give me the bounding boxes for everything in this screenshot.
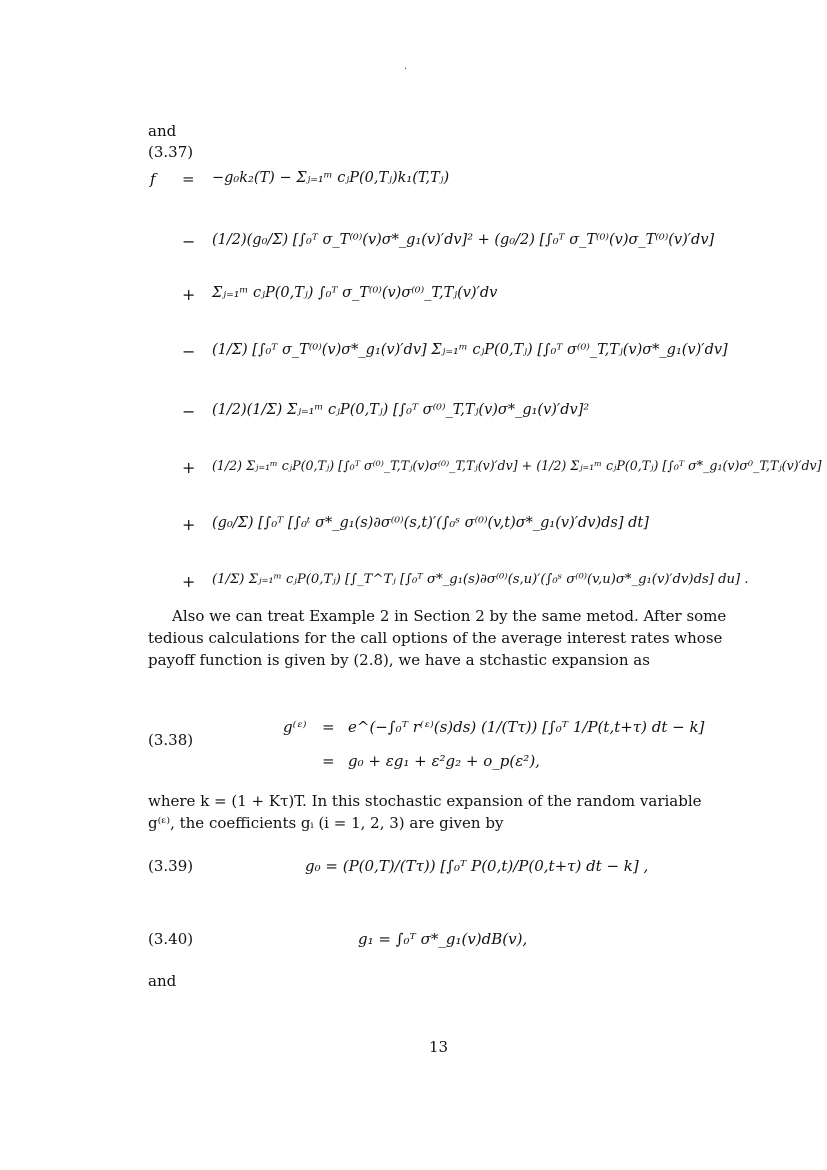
equation-term: (g₀/Σ) [∫₀ᵀ [∫₀ᵗ σ*_g₁(s)∂σ⁽⁰⁾(s,t)′(∫₀ˢ σ⁽⁰⁾(v,t)σ*_g₁(v)′dv)ds] dt] <box>212 515 649 531</box>
equation-term: (1/2)(1/Σ) Σⱼ₌₁ᵐ cⱼP(0,Tⱼ) [∫₀ᵀ σ⁽⁰⁾_T,Tⱼ(v)σ*_g₁(v)′dv]² <box>212 402 590 418</box>
equation-relation: = <box>322 718 335 736</box>
equation-line <box>0 232 827 276</box>
equation-rhs: −g₀k₂(T) − Σⱼ₌₁ᵐ cⱼP(0,Tⱼ)k₁(T,Tⱼ) <box>212 170 450 186</box>
equation-line <box>0 458 827 502</box>
equation-relation: = <box>182 170 195 188</box>
equation-operator: + <box>182 285 196 304</box>
equation-term: (1/2)(g₀/Σ) [∫₀ᵀ σ_T⁽⁰⁾(v)σ*_g₁(v)′dv]² + (g₀/2) [∫₀ᵀ σ_T⁽⁰⁾(v)σ_T⁽⁰⁾(v)′dv] <box>212 232 715 248</box>
page-number: 13 <box>429 1038 449 1056</box>
equation-term: (1/Σ) Σⱼ₌₁ᵐ cⱼP(0,Tⱼ) [∫_T^Tⱼ [∫₀ᵀ σ*_g₁(s)∂σ⁽⁰⁾(s,u)′(∫₀ˢ σ⁽⁰⁾(v,u)σ*_g₁(v)′dv)ds] du] . <box>212 572 749 587</box>
equation-number: (3.38) <box>148 731 194 749</box>
outro-text: and <box>148 972 177 990</box>
equation-rhs: e^(−∫₀ᵀ r⁽ᵋ⁾(s)ds) (1/(Tτ)) [∫₀ᵀ 1/P(t,t+τ) dt − k] <box>348 718 705 736</box>
equation-line <box>0 285 827 329</box>
equation-line <box>0 170 827 214</box>
equation-line <box>0 402 827 446</box>
equation-operator: + <box>182 515 196 534</box>
body-paragraph: where k = (1 + Kτ)T. In this stochastic expansion of the random variable g⁽ᵋ⁾, the coefficients gᵢ (i = 1, 2, 3) are given by <box>148 792 702 832</box>
body-paragraph: Also we can treat Example 2 in Section 2 by the same metod. After some tedious calculations for the call options of the average interest rates whose payoff function is given by (2.8), we have a stchastic expansion as <box>148 607 727 669</box>
equation-term: (1/Σ) [∫₀ᵀ σ_T⁽⁰⁾(v)σ*_g₁(v)′dv] Σⱼ₌₁ᵐ cⱼP(0,Tⱼ) [∫₀ᵀ σ⁽⁰⁾_T,Tⱼ(v)σ*_g₁(v)′dv] <box>212 342 728 358</box>
equation-relation: = <box>322 752 335 770</box>
equation-body: g₁ = ∫₀ᵀ σ*_g₁(v)dB(v), <box>358 930 528 948</box>
equation-term: Σⱼ₌₁ᵐ cⱼP(0,Tⱼ) ∫₀ᵀ σ_T⁽⁰⁾(v)σ⁽⁰⁾_T,Tⱼ(v)′dv <box>212 285 498 301</box>
equation-operator: − <box>182 232 196 251</box>
equation-line <box>0 515 827 559</box>
equation-lhs: g⁽ᵋ⁾ <box>283 718 307 736</box>
equation-number: (3.37) <box>148 143 194 161</box>
equation-lhs: f <box>150 170 156 188</box>
equation-body: g₀ = (P(0,T)/(Tτ)) [∫₀ᵀ P(0,t)/P(0,t+τ) dt − k] , <box>305 857 649 875</box>
equation-operator: − <box>182 402 196 421</box>
header-mark: · <box>404 64 408 75</box>
equation-operator: + <box>182 572 196 591</box>
equation-number: (3.40) <box>148 930 194 948</box>
equation-line <box>0 342 827 386</box>
equation-rhs: g₀ + εg₁ + ε²g₂ + o_p(ε²), <box>348 752 540 770</box>
equation-operator: − <box>182 342 196 361</box>
equation-term: (1/2) Σⱼ₌₁ᵐ cⱼP(0,Tⱼ) [∫₀ᵀ σ⁽⁰⁾_T,Tⱼ(v)σ⁽⁰⁾_T,Tⱼ(v)′dv] + (1/2) Σⱼ₌₁ᵐ cⱼP(0,Tⱼ) [∫₀ᵀ σ*_g₁(v)σ⁰_T,Tⱼ(v)′dv] <box>212 458 822 473</box>
equation-number: (3.39) <box>148 857 194 875</box>
equation-operator: + <box>182 458 196 477</box>
intro-text: and <box>148 122 177 140</box>
